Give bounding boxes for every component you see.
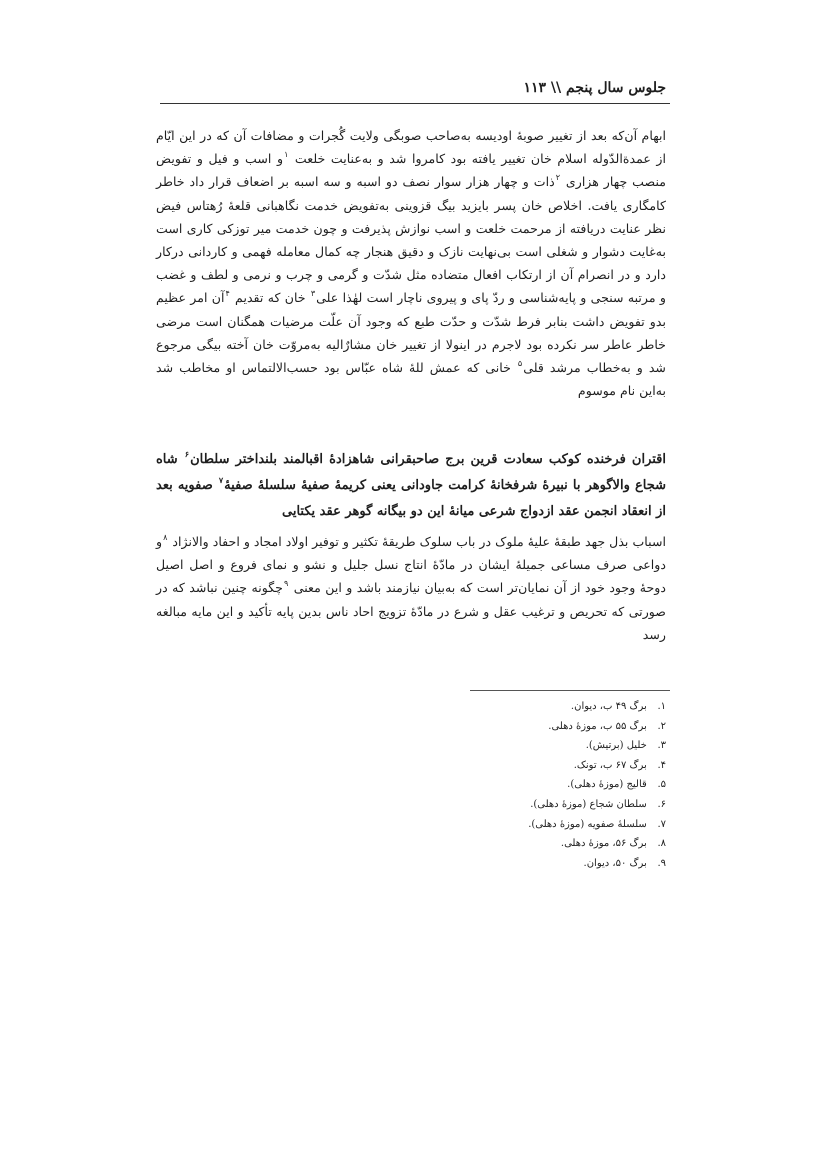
footnote: [466, 834, 666, 854]
body-paragraph: [156, 124, 666, 402]
header-rule: [160, 103, 670, 104]
footnote: [466, 736, 666, 756]
footnote-text: سلسلهٔ صفویه (موزهٔ دهلی).: [528, 818, 647, 830]
text-line: اسباب بذل جهد طبقهٔ علیهٔ ملوک در باب سلوک طریقهٔ تکثیر و توفیر اولاد امجاد و احفاد والانژاد: [168, 534, 666, 549]
footnote-mark: ۲: [555, 173, 560, 183]
footnote-list: [466, 697, 666, 873]
footnote-number: ۸.: [657, 838, 666, 850]
footnote-number: ۹.: [657, 857, 666, 869]
text-line: به‌خطاب مرشد قلی: [523, 360, 631, 376]
text-line: به‌غایت دشوار و شغلی است بی‌نهایت نازک و دقیق هنجار چه کمال معامله فهمی و کاردانی درکار: [156, 244, 666, 260]
footnote-number: ۲.: [657, 720, 666, 732]
text-line: ابهام آن‌که بعد از تغییر صوبهٔ اودیسه به‌صاحب صوبگی ولایت گُجرات و مضافات آن که در این ایّام: [156, 128, 666, 143]
text-line: دواعی صرف مساعی جمیلهٔ ایشان در مادّهٔ انتاج نسل جلیل و نشو و نمای فروع و اصل اصیل دوحهٔ: [156, 557, 666, 596]
footnote-number: ۳.: [657, 740, 666, 752]
footnote-text: برگ ۵۶، موزهٔ دهلی.: [560, 838, 647, 850]
heading-line: انجمن عقد ازدواج شرعی میانهٔ این دو بیگانه گوهر عقد یکتایی: [282, 504, 618, 519]
footnote: [466, 854, 666, 874]
text-line: وجود خود از آن نمایان‌تر است که به‌بیان نیازمند باشد و این معنی: [289, 580, 636, 596]
footnote-mark: ۴: [225, 289, 230, 299]
heading-line: اقتران فرخنده کوکب سعادت قرین برج صاحبقرانی شاهزادهٔ اقبالمند بلنداختر سلطان: [190, 452, 666, 467]
footnote-mark: ۳: [310, 289, 316, 299]
text-line: نظر عنایت دریافته از مرحمت خلعت و اسب نوازش پذیرفت و چون خدمت میر توزکی کاری است: [156, 220, 666, 236]
text-line: منصب چهار هزاری: [561, 174, 666, 190]
text-line: خانی که عمش للهٔ شاه عبّاس بود حسب‌الالتماس او مخاطب شد به‌این نام موسوم: [156, 360, 666, 399]
running-head: جلوس سال پنجم \\ ۱۱۳: [523, 80, 666, 96]
footnote-text: قالیج (موزهٔ دهلی).: [567, 779, 647, 791]
body-paragraph: [156, 530, 666, 646]
footnote: [466, 775, 666, 795]
footnote-text: خلیل (برتیش).: [585, 740, 647, 752]
text-line: خان که تقدیم: [230, 290, 310, 306]
text-line: آن امر عظیم بدو: [156, 290, 666, 329]
text-line: چگونه چنین نباشد که در صورتی: [156, 580, 666, 619]
footnote: [466, 756, 666, 776]
footnote-number: ۴.: [657, 759, 666, 771]
text-line: دارد و در انصرام آن از ارتکاب افعال متضاده مثل شدّت و گرمی و چرب و نرمی و لطف و غضب و: [156, 267, 666, 306]
text-line: از عمدةالدّوله اسلام خان تغییر یافته بود کامروا شد و به‌عنایت خلعت: [289, 151, 666, 167]
footnote-text: برگ ۶۷ ب، تونک.: [573, 759, 647, 771]
footnote: [466, 795, 666, 815]
text-line: عاطر سر نکرده بود لاجرم در اینولا از تغییر خان مشارٌالیه به‌مروّت خان آخته بیگی مرجوع شد و: [156, 336, 666, 376]
text-line: و اسب و فیل و تفویض: [156, 151, 284, 167]
footnote-number: ۶.: [657, 798, 666, 810]
footnote-mark: ۵: [517, 359, 523, 369]
heading-line: شاه شجاع: [156, 452, 666, 493]
section-heading: [156, 447, 666, 525]
text-line: و: [156, 534, 163, 549]
footnote-mark: ۸: [163, 533, 168, 542]
footnote-number: ۱.: [657, 701, 666, 712]
text-line: کامگاری یافت. اخلاص خان پسر بایزید بیگ قزوینی به‌تفویض خدمت نگاهبانی قلعهٔ رُهتاس فیض: [156, 197, 666, 213]
footnote-text: برگ ۴۹ ب، دیوان.: [570, 701, 647, 712]
heading-line: والاگوهر با نبیرهٔ شرفخانهٔ کرامت جاودانی یعنی کریمهٔ صفیهٔ سلسلهٔ صفیهٔ: [224, 478, 630, 493]
footnote-rule: [470, 690, 670, 691]
footnote-mark: ۹: [283, 579, 289, 589]
text-line: ذات و چهار هزار سوار نصف دو اسبه و سه اسبه بر اضعاف قرار داد خاطر: [156, 174, 555, 190]
footnote-text: برگ ۵۵ ب، موزهٔ دهلی.: [548, 720, 647, 732]
text-line: تفویض داشت بنابر فرط شدّت و حدّت طبع که وجود آن علّت مرضیات همگنان است مرضی خاطر: [156, 313, 666, 352]
footnote-mark: ۱: [284, 150, 289, 160]
footnote: [466, 717, 666, 737]
text-line: مرتبه سنجی و پایه‌شناسی و ردّ پای و پیروی ناچار است لهٰذا علی: [316, 290, 656, 306]
footnote-mark: ۷: [218, 475, 224, 485]
text-line: که تحریص و ترغیب عقل و شرع در مادّهٔ تزویج احاد ناس بدین پایه تأکید و این مایه مبالغه رسد: [156, 603, 666, 642]
footnote-text: برگ ۵۰، دیوان.: [583, 857, 647, 869]
footnote: [466, 697, 666, 717]
footnote: [466, 815, 666, 835]
footnote-text: سلطان شجاع (موزهٔ دهلی).: [530, 798, 647, 810]
footnote-number: ۵.: [657, 779, 666, 791]
heading-line: صفویه بعد از انعقاد: [156, 478, 666, 519]
footnote-number: ۷.: [657, 818, 666, 830]
footnote-mark: ۶: [184, 449, 190, 459]
